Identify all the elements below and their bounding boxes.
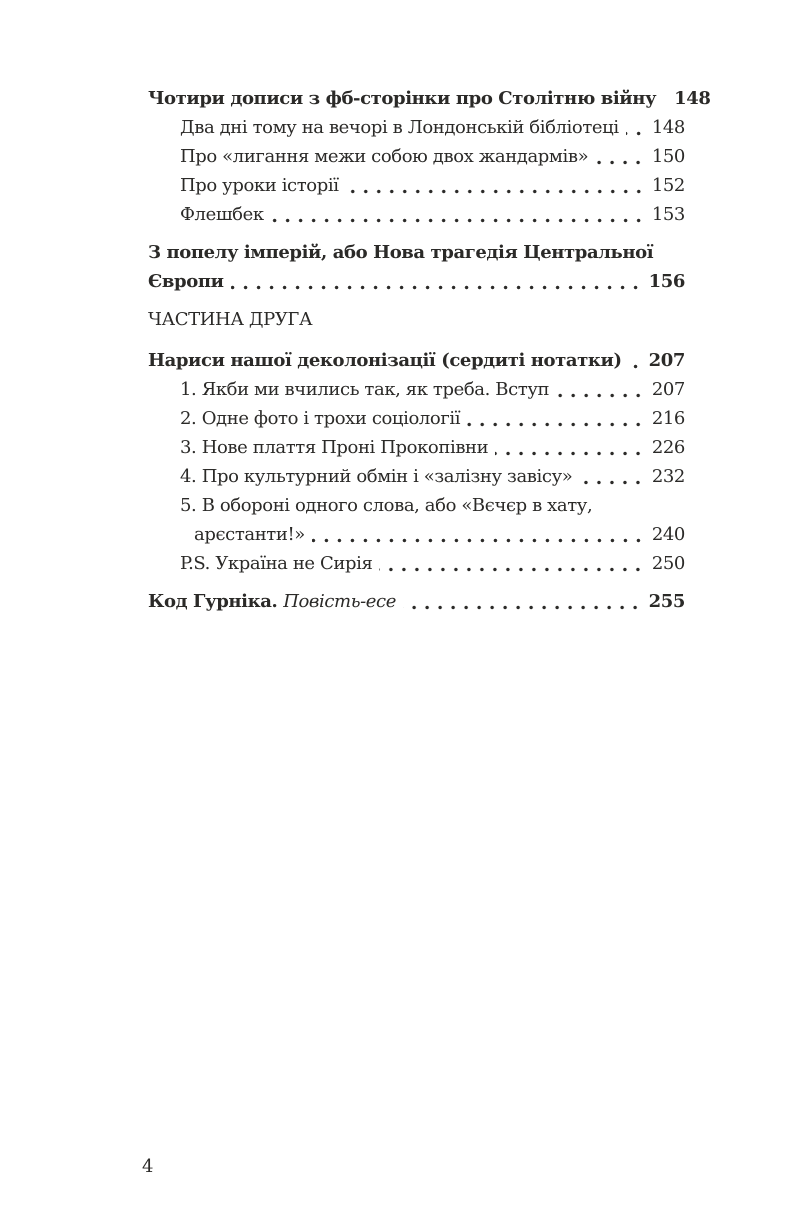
dot-leader — [346, 171, 645, 200]
toc-line — [148, 375, 685, 404]
toc-line — [148, 142, 685, 171]
page-number: 152 — [651, 175, 685, 196]
dot-leader — [231, 267, 642, 296]
page-number: 207 — [651, 379, 685, 400]
dot-leader — [403, 587, 642, 616]
toc-line — [148, 491, 685, 520]
dot-leader — [271, 200, 645, 229]
toc-line — [148, 84, 711, 113]
toc-line — [148, 433, 685, 462]
page-number: 255 — [648, 591, 685, 612]
toc-entry — [148, 200, 685, 229]
entry-title: Про уроки історії — [180, 175, 339, 196]
page-number: 148 — [651, 117, 685, 138]
page-number: 150 — [651, 146, 685, 167]
entry-title: Код Гурніка. Повість-есе — [148, 591, 396, 612]
entry-title: 4. Про культурний обмін і «залізну завісу» — [180, 466, 573, 487]
entry-title: Чотири дописи з фб-сторінки про Столітню війну — [148, 88, 657, 109]
entry-title: Нариси нашої деколонізації (сердиті нотатки) — [148, 350, 622, 371]
page-number: 216 — [651, 408, 685, 429]
dot-leader — [467, 404, 645, 433]
page-number: 226 — [651, 437, 685, 458]
dot-leader — [495, 433, 645, 462]
toc-entry — [148, 113, 685, 142]
page-number: 148 — [674, 88, 711, 109]
entry-title: Про «лигання межи собою двох жандармів» — [180, 146, 589, 167]
page-number: 232 — [651, 466, 685, 487]
entry-title: Флешбек — [180, 204, 264, 225]
toc-entry — [148, 375, 685, 404]
page-number: 156 — [648, 271, 685, 292]
part-heading: ЧАСТИНА ДРУГА — [148, 309, 313, 330]
toc-line — [148, 587, 685, 616]
dot-leader — [626, 113, 645, 142]
toc-line — [148, 462, 685, 491]
entry-title: арєстанти!» — [194, 524, 305, 545]
toc-line — [148, 346, 685, 375]
toc — [148, 84, 711, 616]
dot-leader — [663, 84, 667, 113]
toc-entry — [148, 462, 685, 491]
toc-entry — [148, 404, 685, 433]
page-folio: 4 — [142, 1156, 154, 1177]
dot-leader — [312, 520, 645, 549]
page-number: 153 — [651, 204, 685, 225]
toc-line — [148, 113, 685, 142]
dot-leader — [379, 549, 644, 578]
entry-title: Європи — [148, 271, 224, 292]
toc-line — [148, 200, 685, 229]
toc-line — [148, 520, 685, 549]
toc-line — [148, 404, 685, 433]
dot-leader — [629, 346, 642, 375]
toc-entry — [148, 238, 685, 296]
toc-entry — [148, 346, 685, 375]
entry-title: P.S. Україна не Сирія — [180, 553, 373, 574]
page-number: 250 — [651, 553, 685, 574]
toc-entry — [148, 433, 685, 462]
toc-entry — [148, 142, 685, 171]
entry-title: Два дні тому на вечорі в Лондонській бібліотеці — [180, 117, 619, 138]
entry-title: 3. Нове плаття Проні Прокопівни — [180, 437, 489, 458]
dot-leader — [579, 462, 644, 491]
toc-entry — [148, 491, 685, 549]
toc-entry — [148, 84, 711, 113]
toc-line — [148, 238, 685, 267]
entry-title: 2. Одне фото і трохи соціології — [180, 408, 461, 429]
dot-leader — [556, 375, 645, 404]
toc-line — [148, 267, 685, 296]
toc-line — [148, 171, 685, 200]
dot-leader — [595, 142, 645, 171]
entry-title: 1. Якби ми вчились так, як треба. Вступ — [180, 379, 550, 400]
toc-line — [148, 549, 685, 578]
entry-title: З попелу імперій, або Нова трагедія Центральної — [148, 242, 654, 263]
page-number: 240 — [651, 524, 685, 545]
toc-entry — [148, 587, 685, 616]
toc-entry — [148, 171, 685, 200]
toc-entry — [148, 549, 685, 578]
page-number: 207 — [648, 350, 685, 371]
entry-title: 5. В обороні одного слова, або «Вєчєр в хату, — [180, 495, 593, 516]
